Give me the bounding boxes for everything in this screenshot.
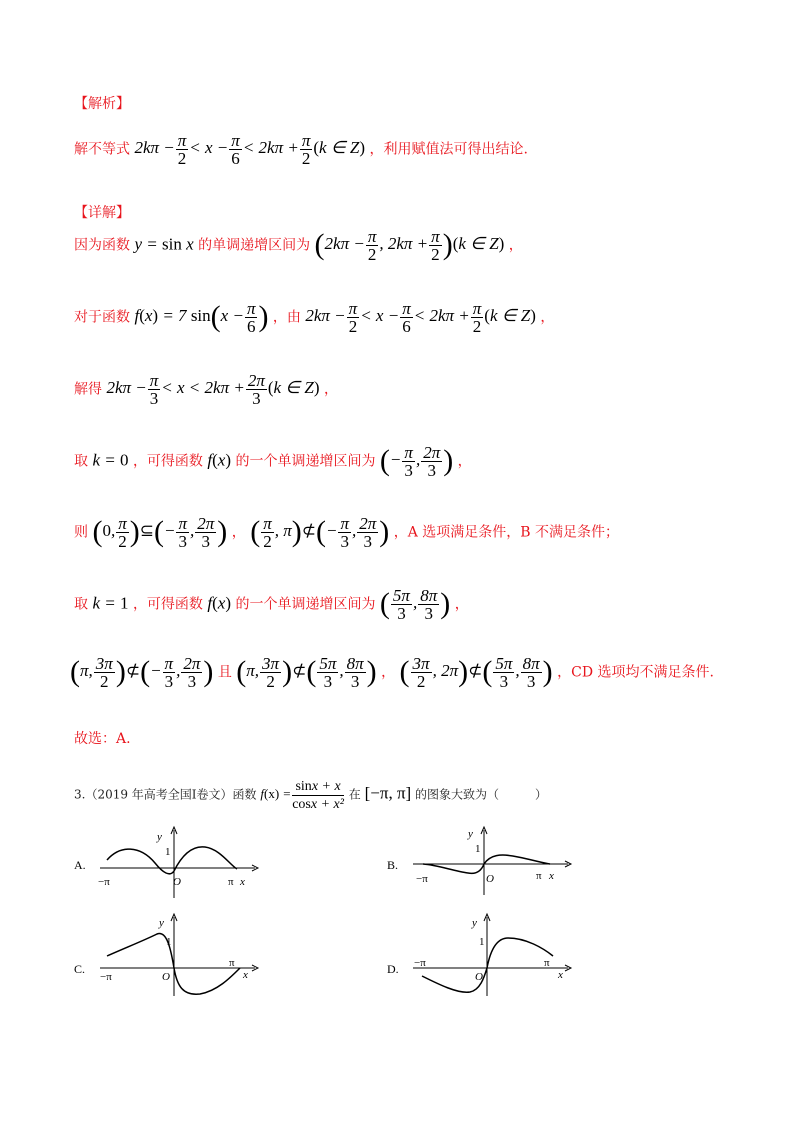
option-d-graph	[408, 912, 578, 997]
solution-interval: 2kπ − $\frac{\pi}{3}$ < x < 2kπ + $\frac{2\pi}{3}$ (k ∈ Z)	[106, 371, 320, 408]
l6-end: ，	[454, 596, 469, 613]
answer: 故选：A.	[74, 731, 131, 747]
q3-function: f(x) = $\frac{\sin x + x}{\text{cosx + x²}}$	[260, 779, 344, 812]
f-of-x: f(x)	[207, 450, 232, 470]
c-x-label: x	[243, 969, 248, 981]
d-one-label: 1	[479, 936, 485, 948]
c-y-label: y	[159, 917, 164, 929]
a-one-label: 1	[165, 846, 171, 858]
jiexi-prefix: 解不等式	[74, 141, 130, 158]
interval-k0: (− $\frac{\pi}{3}$ , $\frac{2\pi}{3}$ )	[379, 443, 454, 480]
l4-end: ，	[457, 453, 472, 470]
q3-prefix: 3.（2019 年高考全国Ⅰ卷文）函数	[74, 787, 257, 802]
d-origin-label: O	[475, 971, 483, 983]
interval-k1: ( $\frac{5\pi}{3}$ , $\frac{8\pi}{3}$ )	[379, 586, 451, 623]
l6-prefix: 取	[74, 596, 88, 613]
c-negpi-label: −π	[100, 971, 112, 983]
l7-sep: ，	[381, 664, 396, 681]
option-c-label: C.	[74, 962, 86, 976]
l1-prefix: 因为函数	[74, 237, 130, 254]
b-origin-label: O	[486, 873, 494, 885]
jiexi-line	[74, 132, 528, 167]
a-negpi-label: −π	[98, 876, 110, 888]
jiexi-suffix: ，利用赋值法可得出结论.	[369, 141, 528, 158]
option-b-graph	[408, 825, 578, 900]
detail-line-4	[74, 444, 472, 479]
l1-mid: 的单调递增区间为	[198, 237, 311, 254]
l5-end: ，A 选项满足条件，B 不满足条件；	[393, 524, 620, 541]
notsubset-c2: (π, $\frac{3\pi}{2}$ )⊄( $\frac{5\pi}{3}$ , $\frac{8\pi}{3}$ )	[236, 654, 377, 691]
b-negpi-label: −π	[416, 873, 428, 885]
l4-mid: ，可得函数	[132, 453, 203, 470]
c-one-label: 1	[166, 936, 172, 948]
l2-end: ，	[540, 309, 555, 326]
option-d-label: D.	[387, 962, 399, 976]
q3-mid: 在	[348, 787, 361, 802]
d-negpi-label: −π	[414, 957, 426, 969]
l3-prefix: 解得	[74, 381, 102, 398]
b-pi-label: π	[536, 870, 542, 882]
notsubset-d: ( $\frac{3\pi}{2}$ , 2π)⊄( $\frac{5\pi}{3}$ , $\frac{8\pi}{3}$ )	[399, 654, 553, 691]
option-a-graph	[95, 825, 265, 900]
detail-line-2	[74, 300, 554, 335]
question-3	[74, 778, 547, 813]
jiexi-header: 【解析】	[74, 96, 130, 112]
l4-prefix: 取	[74, 453, 88, 470]
sin-function: y = sin x	[134, 234, 194, 254]
l7-and: 且	[217, 664, 232, 681]
l1-end: ，	[508, 237, 523, 254]
l6-mid2: 的一个单调递增区间为	[235, 596, 376, 613]
q3-end: 的图象大致为（ ）	[415, 787, 548, 802]
option-c-graph	[95, 912, 265, 997]
l5-prefix: 则	[74, 524, 88, 541]
notsubset-b: ( $\frac{\pi}{2}$ , π)⊄(− $\frac{\pi}{3}$ , $\frac{2\pi}{3}$ )	[250, 514, 390, 551]
l6-mid: ，可得函数	[132, 596, 203, 613]
d-pi-label: π	[544, 957, 550, 969]
option-b-label: B.	[387, 858, 399, 872]
d-y-label: y	[472, 917, 477, 929]
l3-end: ，	[323, 381, 338, 398]
notsubset-c1: (π, $\frac{3\pi}{2}$ )⊄(− $\frac{\pi}{3}$ , $\frac{2\pi}{3}$ )	[70, 654, 214, 691]
f-of-x-2: f(x)	[207, 593, 232, 613]
detail-line-1	[74, 228, 523, 263]
increasing-interval: (2kπ − $\frac{\pi}{2}$ , 2kπ + $\frac{\pi}{2}$ )(k ∈ Z)	[314, 227, 505, 264]
b-x-label: x	[549, 870, 554, 882]
a-y-label: y	[157, 831, 162, 843]
inequality-formula: 2kπ − $\frac{\pi}{2}$ < x − $\frac{\pi}{6}$ < 2kπ + $\frac{\pi}{2}$ (k ∈ Z)	[134, 131, 366, 168]
k-one: k = 1	[92, 593, 129, 613]
c-origin-label: O	[162, 971, 170, 983]
option-a-label: A.	[74, 858, 86, 872]
l4-mid2: 的一个单调递增区间为	[235, 453, 376, 470]
xiangjie-header: 【详解】	[74, 205, 130, 221]
l2-mid: ，由	[272, 309, 301, 326]
f-definition: f(x) = 7 sin(x − $\frac{\pi}{6}$ )	[134, 299, 269, 336]
c-pi-label: π	[229, 957, 235, 969]
b-one-label: 1	[475, 843, 481, 855]
detail-line-5	[74, 515, 619, 550]
inequality-formula-2: 2kπ − $\frac{\pi}{2}$ < x − $\frac{\pi}{6}$ < 2kπ + $\frac{\pi}{2}$ (k ∈ Z)	[305, 299, 536, 336]
k-zero: k = 0	[92, 450, 129, 470]
subset-a: (0, $\frac{\pi}{2}$ )⊆(− $\frac{\pi}{3}$ , $\frac{2\pi}{3}$ )	[92, 514, 228, 551]
a-origin-label: O	[173, 876, 181, 888]
l7-end: ，CD 选项均不满足条件.	[557, 664, 714, 681]
l5-sep: ，	[231, 524, 246, 541]
detail-line-6	[74, 587, 469, 622]
a-x-label: x	[240, 876, 245, 888]
detail-line-7	[70, 655, 714, 690]
detail-line-3	[74, 372, 338, 407]
q3-interval: [−π, π]	[364, 783, 412, 803]
a-pi-label: π	[228, 876, 234, 888]
d-x-label: x	[558, 969, 563, 981]
b-y-label: y	[468, 828, 473, 840]
l2-prefix: 对于函数	[74, 309, 130, 326]
